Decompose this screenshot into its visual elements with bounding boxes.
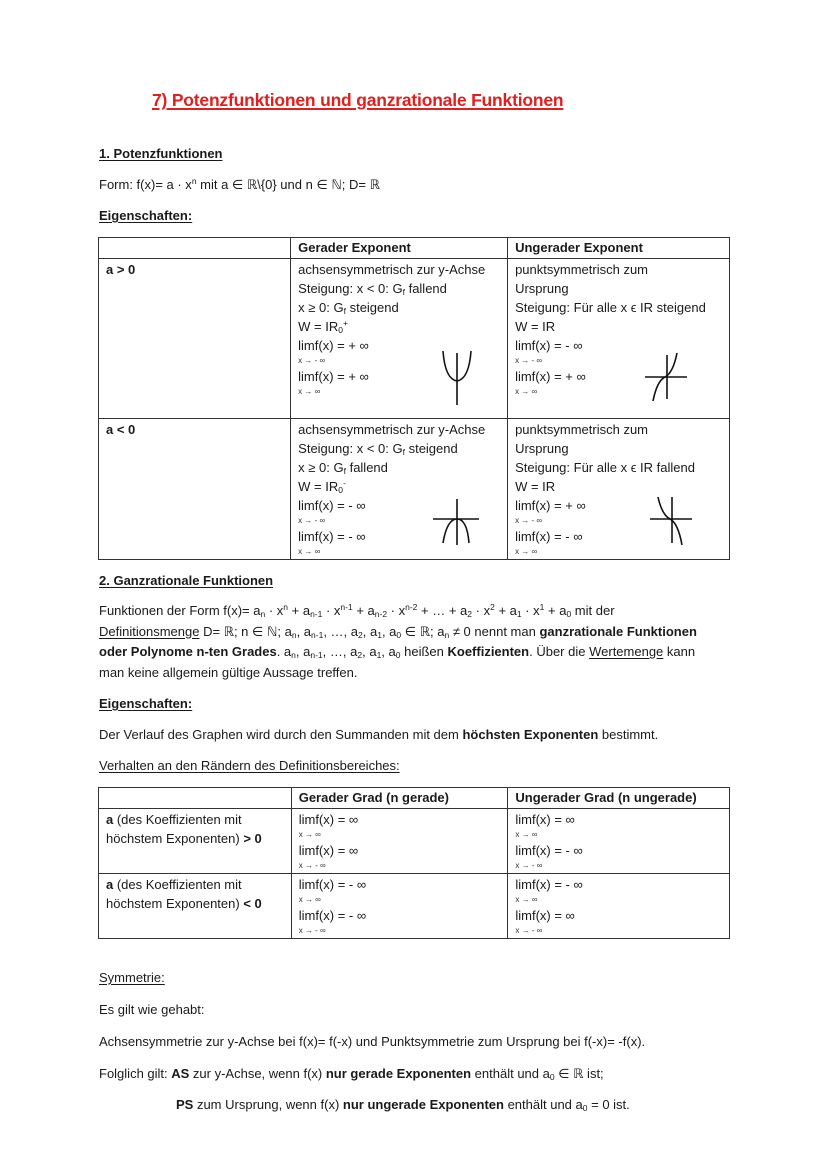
wertemenge-term: Wertemenge [589,644,664,659]
symmetry-intro: Es gilt wie gehabt: [99,1002,205,1017]
text: D= ℝ; n ∈ ℕ; a [199,623,292,639]
limit-expr: limf(x) = + ∞ [515,369,586,384]
limit-expr: limf(x) = - ∞ [298,529,366,544]
text: heißen [400,644,448,659]
limit-expr: limf(x) = ∞ [515,812,575,827]
power-function-properties-table [98,237,730,560]
header-empty [99,238,291,259]
range-line: $W = IR_0^-$ [298,478,346,495]
header-even-degree: Gerader Grad (n gerade) [291,788,508,809]
section-1-heading: 1. Potenzfunktionen [99,146,223,161]
property-line: achsensymmetrisch zur y-Achse [298,262,486,277]
text: ∈ ℝ ist; [554,1066,604,1081]
bold-term: nur gerade Exponenten [325,1066,472,1081]
range-line: W = IR [515,479,556,494]
text: ≠ 0 nennt man [449,623,540,639]
label-comparison: > 0 [243,831,262,846]
limit-sub: x → - ∞ [515,516,543,525]
cell-odd-a-negative [508,874,730,939]
property-line: Steigung: x < 0: $G_f$ fallend [298,281,447,297]
text: zur y-Achse, wenn f(x) [189,1066,326,1081]
parabola-down-icon [431,497,481,547]
form-exponent: n [191,176,197,186]
cell-odd-a-negative [508,419,730,560]
limit-sub: x → - ∞ [298,356,326,365]
point-symmetry-condition: PS zum Ursprung, wenn f(x) nur ungerade Exponenten enthält und $a_0 = 0$ ist. [176,1097,630,1113]
property-line: x ≥ 0: $G_f$ steigend [298,300,399,316]
label-comparison: < 0 [243,896,262,911]
text: = 0 ist. [587,1097,630,1112]
row-label-a-negative: a < 0 [99,419,291,560]
limit-sub: x → - ∞ [515,861,543,870]
limit-sub: x → ∞ [515,547,538,556]
table-header-row [99,238,730,259]
properties-heading-1: Eigenschaften: [99,208,193,223]
cell-odd-a-positive [508,809,730,874]
limit-sub: x → - ∞ [298,516,326,525]
cell-even-a-negative [291,419,508,560]
limit-expr: limf(x) = - ∞ [515,843,583,858]
limit-sub: x → - ∞ [298,926,326,935]
edge-behavior-table [98,787,730,939]
property-line: Ursprung [515,281,569,296]
header-odd-degree: Ungerader Grad (n ungerade) [508,788,730,809]
range-line: W = IR [515,319,556,334]
limit-expr: limf(x) = + ∞ [298,369,369,384]
property-line: punktsymmetrisch zum [515,262,648,277]
text: enthält und a [471,1066,550,1081]
axis-symmetry-condition: Folglich gilt: AS zur y-Achse, wenn f(x) nur gerade Exponenten enthält und $a_0$ ∈ ℝ ist; [99,1066,604,1082]
form-suffix: mit a ∈ ℝ\{0} und n ∈ ℕ; D= ℝ [196,177,380,192]
header-empty [99,788,292,809]
bold-term: ganzrationale Funktionen [539,623,697,639]
limit-expr: limf(x) = - ∞ [515,877,583,892]
definition-line-1: Funktionen der Form $f(x)= a_n \cdot x^n + a_{n-1} \cdot x^{n-1} + a_{n-2} \cdot x^{n-2}$ + … + $a_2 \cdot x^2 + a_1 \cdot x^1 + a_0$ mit der [99,602,615,619]
limit-sub: x → ∞ [298,547,321,556]
property-line: achsensymmetrisch zur y-Achse [298,422,486,437]
range-line: $W = IR_0^+$ [298,318,348,335]
limit-sub: x → ∞ [298,830,321,839]
limit-sub: x → ∞ [515,895,538,904]
edge-behavior-heading: Verhalten an den Rändern des Definitionsbereiches: [99,758,400,773]
table-header-row [99,788,730,809]
property-line: x ≥ 0: $G_f$ fallend [298,460,388,476]
row-label-a-negative [99,874,292,939]
label-text: (des Koeffizienten mit [113,877,242,892]
parabola-up-icon [439,347,475,407]
symmetry-rule: Achsensymmetrie zur y-Achse bei f(x)= f(-x) und Punktsymmetrie zum Ursprung bei f(-x)= -f(x). [99,1034,646,1049]
definitionsmenge-term: Definitionsmenge [99,623,200,639]
symmetry-heading: Symmetrie: [99,970,165,985]
form-prefix: Form: f(x)= a · x [99,177,192,192]
limit-sub: x → ∞ [298,387,321,396]
text: zum Ursprung, wenn f(x) [193,1097,343,1112]
cubic-increasing-icon [643,351,689,403]
label-text: höchstem Exponenten) [106,896,244,911]
limit-sub: x → ∞ [515,830,538,839]
table-row [99,874,730,939]
property-line: Steigung: x < 0: $G_f$ steigend [298,441,458,457]
text: Der Verlauf des Graphen wird durch den Summanden mit dem [99,727,463,742]
bold-term: Koeffizienten [447,644,530,659]
section-2-heading: 2. Ganzrationale Funktionen [99,573,274,588]
property-line: Ursprung [515,441,569,456]
limit-expr: limf(x) = - ∞ [515,338,583,353]
polynomial-definition [99,601,739,683]
row-label-a-positive: a > 0 [99,259,291,419]
limit-expr: limf(x) = ∞ [298,843,359,858]
label-a: a [106,877,114,892]
graph-course-statement [99,727,658,742]
limit-expr: limf(x) = + ∞ [515,498,586,513]
definition-line-2: Definitionsmenge D= ℝ; n ∈ ℕ; $a_n$, $a_{n-1}$, …, $a_2$, $a_1$, $a_0$ ∈ ℝ; $a_n \ne 0$ nennt man ganzrationale Funktionen [99,623,697,640]
power-function-form [99,177,380,193]
limit-sub: x → - ∞ [298,861,326,870]
text: . Über die [529,644,590,659]
table-row [99,419,730,560]
label-text: höchstem Exponenten) [106,831,244,846]
properties-heading-2: Eigenschaften: [99,696,193,711]
property-line: Steigung: Für alle x ϵ IR fallend [515,460,695,475]
header-odd-exponent: Ungerader Exponent [508,238,730,259]
cubic-decreasing-icon [648,495,694,547]
property-line: Steigung: Für alle x ϵ IR steigend [515,300,706,315]
bold-term: höchsten Exponenten [462,727,599,742]
limit-expr: limf(x) = - ∞ [515,529,583,544]
limit-sub: x → ∞ [515,387,538,396]
limit-sub: x → ∞ [298,895,321,904]
limit-expr: limf(x) = + ∞ [298,338,369,353]
limit-expr: limf(x) = ∞ [515,908,575,923]
table-row [99,259,730,419]
text: enthält und a [503,1097,583,1112]
limit-expr: limf(x) = - ∞ [298,498,366,513]
text: Folglich gilt: [99,1066,172,1081]
cell-even-a-positive [291,259,508,419]
page-title: 7) Potenzfunktionen und ganzrationale Funktionen [152,90,564,110]
definition-line-3: oder Polynome n-ten Grades. $a_n$, $a_{n-1}$, …, $a_2$, $a_1$, $a_0$ heißen Koeffizienten. Über die Wertemenge kann [99,644,696,660]
header-even-exponent: Gerader Exponent [291,238,508,259]
property-line: punktsymmetrisch zum [515,422,648,437]
text: bestimmt. [598,727,659,742]
bold-term: PS [176,1097,194,1112]
limit-expr: limf(x) = - ∞ [298,877,367,892]
limit-expr: limf(x) = - ∞ [298,908,367,923]
cell-even-a-negative [291,874,508,939]
text: kann [663,644,696,659]
limit-sub: x → - ∞ [515,926,543,935]
limit-expr: limf(x) = ∞ [298,812,359,827]
text: . a [276,644,292,659]
text: mit der [571,603,615,618]
text: Funktionen der Form f(x)= a [99,603,261,618]
bold-term: AS [171,1066,190,1081]
label-text: (des Koeffizienten mit [113,812,242,827]
limit-sub: x → - ∞ [515,356,543,365]
bold-term: nur ungerade Exponenten [342,1097,504,1112]
cell-even-a-positive [291,809,508,874]
definition-line-4: man keine allgemein gültige Aussage treffen. [99,664,358,680]
cell-odd-a-positive [508,259,730,419]
table-row [99,809,730,874]
bold-term: oder Polynome n-ten Grades [99,644,277,659]
row-label-a-positive [99,809,292,874]
label-a: a [106,812,114,827]
